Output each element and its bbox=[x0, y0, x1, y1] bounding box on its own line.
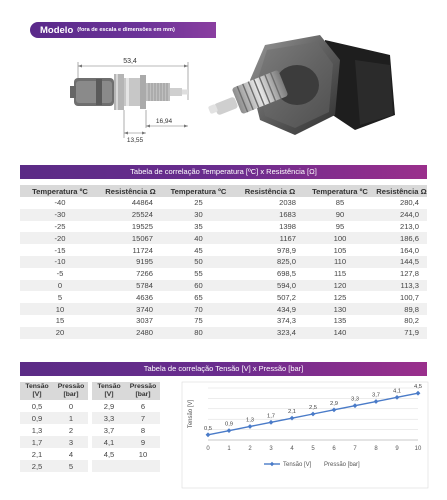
table-header-row bbox=[20, 382, 160, 400]
temperature-cell: 75 bbox=[194, 316, 203, 326]
voltage-cell: 2,5 bbox=[20, 460, 54, 472]
resistance-cell: 507,2 bbox=[276, 292, 296, 302]
resistance-cell: 25524 bbox=[100, 209, 161, 221]
resistance-cell: 11724 bbox=[132, 245, 153, 255]
temperature-cell: 105 bbox=[333, 245, 347, 255]
resistance-cell: 244,0 bbox=[376, 209, 427, 221]
pressure-cell: 1 bbox=[54, 412, 88, 424]
pressure-cell: 0 bbox=[68, 401, 74, 411]
voltage-cell: 2,9 bbox=[103, 401, 115, 411]
pressure-cell: 4 bbox=[68, 449, 74, 459]
temperature-cell: 140 bbox=[304, 327, 376, 339]
legend-series-name: Tensão [V] bbox=[283, 462, 312, 468]
table-row bbox=[20, 268, 427, 280]
resistance-cell: 44864 bbox=[131, 198, 153, 208]
temperature-cell: 0 bbox=[20, 280, 100, 292]
col-header-voltage-line2: [V] bbox=[104, 391, 114, 398]
temperature-cell: 15 bbox=[55, 316, 65, 326]
voltage-cell bbox=[92, 460, 126, 472]
voltage-cell: 3,7 bbox=[103, 425, 115, 435]
resistance-cell: 164,0 bbox=[399, 245, 419, 255]
data-label: 1,7 bbox=[266, 413, 276, 420]
temperature-cell: 70 bbox=[161, 303, 236, 315]
col-header-voltage-line2: [V] bbox=[32, 391, 42, 398]
x-tick-label: 2 bbox=[248, 446, 252, 452]
temperature-cell: 100 bbox=[304, 232, 376, 244]
temperature-cell: -20 bbox=[20, 232, 100, 244]
table-row bbox=[20, 448, 160, 460]
sensor-technical-drawing bbox=[60, 48, 200, 148]
resistance-cell: 434,9 bbox=[236, 303, 304, 315]
pressure-cell bbox=[126, 460, 160, 472]
table-row bbox=[20, 244, 427, 256]
table-row bbox=[20, 327, 427, 339]
temperature-cell: 25 bbox=[194, 198, 203, 208]
temperature-cell: 35 bbox=[194, 221, 203, 231]
voltage-pressure-chart bbox=[180, 380, 430, 498]
pressure-cell: 6 bbox=[140, 401, 146, 411]
temperature-cell: 50 bbox=[161, 256, 236, 268]
x-tick-label: 4 bbox=[290, 446, 294, 452]
col-header-temp: Temperatura ºC bbox=[161, 185, 236, 197]
pressure-cell: 3 bbox=[54, 436, 88, 448]
table-row bbox=[20, 291, 427, 303]
data-label: 2,5 bbox=[308, 405, 318, 411]
x-tick-label: 8 bbox=[374, 446, 378, 452]
resistance-cell: 3740 bbox=[100, 303, 161, 315]
temperature-cell: -30 bbox=[20, 209, 100, 221]
temperature-cell: 55 bbox=[194, 269, 203, 279]
table-row bbox=[20, 221, 427, 233]
table-row bbox=[20, 424, 160, 436]
x-tick-label: 9 bbox=[395, 446, 399, 452]
temperature-cell: 90 bbox=[304, 209, 376, 221]
pressure-cell: 2 bbox=[68, 425, 74, 435]
resistance-cell: 280,4 bbox=[399, 198, 419, 208]
table-row bbox=[20, 280, 427, 292]
pressure-cell: 9 bbox=[126, 436, 160, 448]
temperature-resistance-table bbox=[20, 185, 427, 339]
temp-section-header: Tabela de correlação Temperatura [ºC] x Resistência [Ω] bbox=[20, 165, 427, 179]
temperature-cell: 80 bbox=[161, 327, 236, 339]
table-row bbox=[20, 412, 160, 424]
resistance-cell: 2038 bbox=[279, 198, 296, 208]
temperature-cell: -40 bbox=[54, 198, 66, 208]
pressure-cell: 5 bbox=[54, 460, 88, 472]
y-axis-label: Tensão [V] bbox=[188, 399, 194, 429]
resistance-cell: 144,5 bbox=[376, 256, 427, 268]
x-tick-label: 0 bbox=[206, 446, 210, 452]
temperature-cell: 135 bbox=[333, 316, 347, 326]
pressure-cell: 8 bbox=[140, 425, 146, 435]
x-tick-label: 1 bbox=[227, 446, 231, 452]
col-header-res: Resistência Ω bbox=[376, 186, 427, 196]
col-header-pressure bbox=[126, 382, 160, 400]
col-header-voltage bbox=[20, 382, 54, 400]
temperature-cell: 115 bbox=[333, 269, 347, 279]
resistance-cell: 698,5 bbox=[276, 269, 296, 279]
voltage-pressure-table bbox=[20, 382, 160, 472]
resistance-cell: 4636 bbox=[136, 292, 153, 302]
temperature-cell: 125 bbox=[333, 292, 347, 302]
x-tick-label: 10 bbox=[414, 446, 422, 452]
voltage-cell: 1,7 bbox=[20, 436, 54, 448]
col-header-voltage-line1: Tensão bbox=[25, 383, 49, 390]
x-tick-label: 3 bbox=[269, 446, 273, 452]
col-header-pressure-line2: [bar] bbox=[135, 391, 151, 398]
col-header-pressure bbox=[54, 382, 88, 400]
table-row bbox=[20, 400, 160, 412]
table-header-row bbox=[20, 185, 427, 197]
data-label: 1,3 bbox=[245, 417, 255, 424]
resistance-cell: 5784 bbox=[100, 280, 161, 292]
col-header-voltage-line1: Tensão bbox=[97, 383, 121, 390]
table-row bbox=[20, 197, 427, 209]
resistance-cell: 594,0 bbox=[236, 280, 304, 292]
temperature-cell: 60 bbox=[161, 280, 236, 292]
data-label: 0,5 bbox=[203, 425, 213, 432]
resistance-cell: 19525 bbox=[131, 221, 153, 231]
resistance-cell: 71,9 bbox=[376, 327, 427, 339]
resistance-cell: 2480 bbox=[100, 327, 161, 339]
pressure-cell: 7 bbox=[126, 412, 160, 424]
resistance-cell: 1167 bbox=[236, 232, 304, 244]
resistance-cell: 80,2 bbox=[404, 316, 419, 326]
x-axis-label: Pressão [bar] bbox=[324, 462, 360, 468]
temperature-cell: 40 bbox=[161, 232, 236, 244]
resistance-cell: 9195 bbox=[100, 256, 161, 268]
voltage-cell: 4,5 bbox=[103, 449, 115, 459]
resistance-cell: 1683 bbox=[236, 209, 304, 221]
voltage-cell: 0,9 bbox=[20, 412, 54, 424]
table-row bbox=[20, 460, 160, 472]
data-label: 2,9 bbox=[329, 400, 339, 407]
data-label: 4,1 bbox=[392, 388, 402, 395]
data-label: 0,9 bbox=[224, 421, 234, 428]
table-row bbox=[20, 256, 427, 268]
temperature-cell: 10 bbox=[20, 303, 100, 315]
temperature-cell: 45 bbox=[194, 245, 203, 255]
resistance-cell: 15067 bbox=[100, 232, 161, 244]
dim-a-label: 13,55 bbox=[126, 137, 144, 144]
resistance-cell: 186,6 bbox=[376, 232, 427, 244]
col-header-res: Resistência Ω bbox=[100, 185, 161, 197]
table-row bbox=[20, 315, 427, 327]
resistance-cell: 3037 bbox=[136, 316, 153, 326]
temperature-cell: -5 bbox=[56, 269, 64, 279]
dim-b-label: 16,94 bbox=[155, 118, 173, 125]
col-header-pressure-line1: Pressão bbox=[129, 383, 157, 390]
table-row bbox=[20, 303, 427, 315]
data-label: 3,7 bbox=[371, 392, 381, 399]
sensor-product-photo bbox=[205, 20, 405, 155]
temperature-cell: 30 bbox=[161, 209, 236, 221]
pressure-cell: 10 bbox=[138, 449, 148, 459]
data-label: 2,1 bbox=[287, 409, 297, 416]
voltage-cell: 1,3 bbox=[31, 425, 43, 435]
temperature-cell: 85 bbox=[335, 198, 345, 208]
temperature-cell: 130 bbox=[304, 303, 376, 315]
model-title: Modelo bbox=[40, 24, 74, 36]
x-tick-label: 6 bbox=[332, 446, 336, 452]
model-subtitle: (fora de escala e dimensões em mm) bbox=[77, 27, 175, 33]
temperature-cell: 65 bbox=[194, 292, 203, 302]
resistance-cell: 374,3 bbox=[276, 316, 296, 326]
temperature-cell: 120 bbox=[304, 280, 376, 292]
resistance-cell: 213,0 bbox=[399, 221, 419, 231]
volt-section-header: Tabela de correlação Tensão [V] x Pressão [bar] bbox=[20, 362, 427, 376]
data-label: 4,5 bbox=[413, 384, 423, 391]
model-banner bbox=[30, 22, 216, 38]
col-header-temp: Temperatura ºC bbox=[20, 185, 100, 197]
resistance-cell: 89,8 bbox=[376, 303, 427, 315]
voltage-cell: 0,5 bbox=[31, 401, 43, 411]
col-header-res: Resistência Ω bbox=[236, 185, 304, 197]
table-row bbox=[20, 436, 160, 448]
resistance-cell: 100,7 bbox=[399, 292, 419, 302]
dim-total-label: 53,4 bbox=[123, 58, 137, 65]
temperature-cell: -25 bbox=[54, 221, 66, 231]
col-header-pressure-line2: [bar] bbox=[63, 391, 79, 398]
table-row bbox=[20, 232, 427, 244]
data-label: 3,3 bbox=[350, 396, 360, 403]
resistance-cell: 825,0 bbox=[236, 256, 304, 268]
resistance-cell: 7266 bbox=[136, 269, 153, 279]
temperature-cell: 95 bbox=[335, 221, 345, 231]
resistance-cell: 1398 bbox=[279, 221, 296, 231]
resistance-cell: 978,9 bbox=[276, 245, 296, 255]
resistance-cell: 323,4 bbox=[236, 327, 304, 339]
col-header-pressure-line1: Pressão bbox=[57, 383, 85, 390]
col-header-voltage bbox=[92, 382, 126, 400]
resistance-cell: 113,3 bbox=[376, 280, 427, 292]
x-tick-label: 5 bbox=[311, 446, 315, 452]
resistance-cell: 127,8 bbox=[399, 269, 419, 279]
temperature-cell: 20 bbox=[20, 327, 100, 339]
temperature-cell: 110 bbox=[304, 256, 376, 268]
voltage-cell: 4,1 bbox=[92, 436, 126, 448]
temperature-cell: -10 bbox=[20, 256, 100, 268]
temperature-cell: 5 bbox=[57, 292, 63, 302]
temperature-cell: -15 bbox=[54, 245, 66, 255]
voltage-cell: 3,3 bbox=[92, 412, 126, 424]
voltage-cell: 2,1 bbox=[31, 449, 43, 459]
table-row bbox=[20, 209, 427, 221]
x-tick-label: 7 bbox=[353, 446, 357, 452]
col-header-temp: Temperatura ºC bbox=[304, 185, 376, 197]
